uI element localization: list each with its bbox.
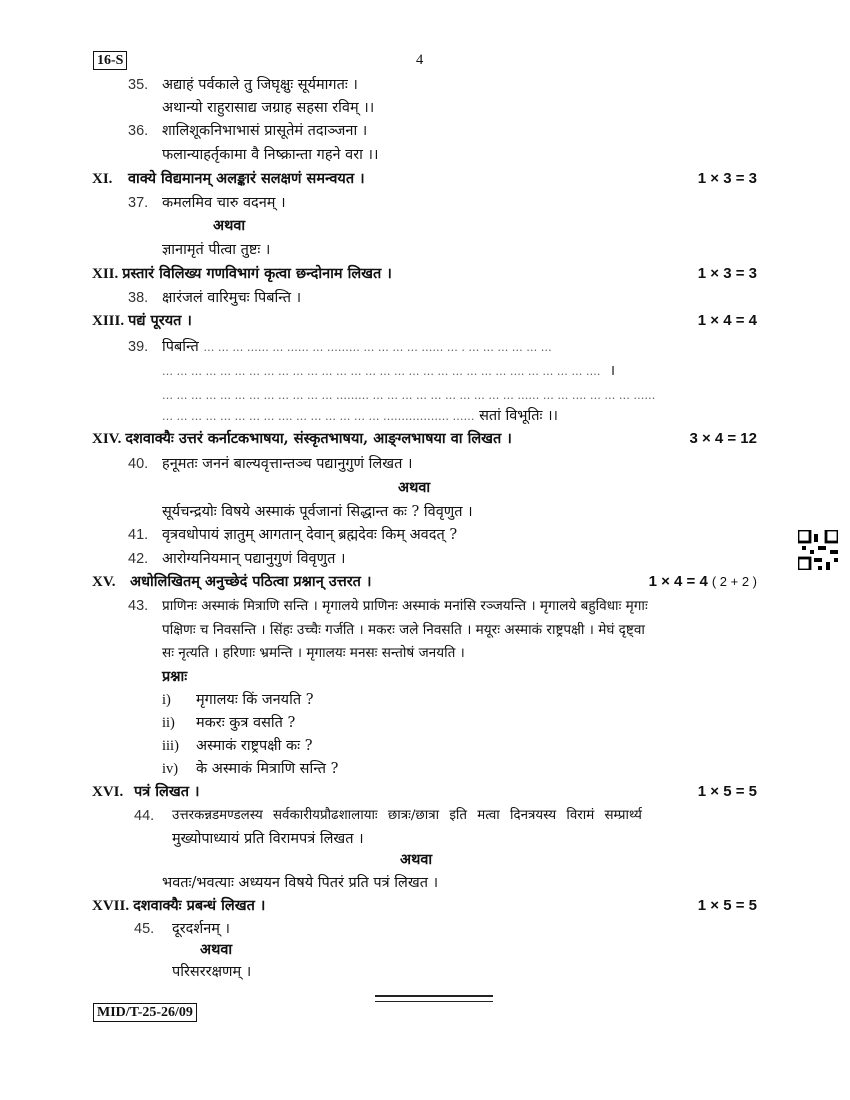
footer-code-box: MID/T-25-26/09	[93, 1003, 197, 1022]
section-xv-heading	[92, 572, 757, 592]
q-number: 45.	[134, 921, 155, 937]
sub-q-number: iv)	[162, 761, 179, 777]
sub-q-number: i)	[162, 692, 171, 708]
q-number: 42.	[128, 551, 149, 567]
section-marks: 1 × 5 = 5	[697, 897, 757, 914]
sub-q-number: iii)	[162, 738, 179, 754]
verse-end: सतां विभूतिः ।।	[479, 408, 559, 424]
blank-dots: … … … …… … …… … ……… … … … … …… … . … … … … … …	[203, 341, 552, 354]
section-marks: 1 × 3 = 3	[697, 170, 757, 187]
section-numeral: XIV.	[92, 431, 122, 447]
sub-q-text: मृगालयः किं जनयति ?	[196, 692, 314, 708]
q-text: दूरदर्शनम् ।	[172, 921, 231, 937]
blank-line	[162, 406, 558, 427]
q-text: पिबन्ति	[162, 339, 199, 355]
q-number: 35.	[128, 77, 149, 93]
danda: ।	[609, 363, 616, 379]
q-text: क्षारंजलं वारिमुचः पिबन्ति ।	[162, 290, 302, 306]
or-label: अथवा	[398, 479, 431, 496]
q-alt-text: सूर्यचन्द्रयोः विषये अस्माकं पूर्वजानां सिद्धान्त कः ? विवृणुत ।	[162, 504, 473, 520]
blank-line	[162, 385, 655, 406]
section-title: दशवाक्यैः उत्तरं कर्नाटकभाषया, संस्कृतभाषया, आङ्ग्लभाषया वा लिखत ।	[125, 430, 512, 447]
section-numeral: XII.	[92, 266, 119, 282]
blank-dots: … … … … … … … … … … … … ……… … … … … … … … … … … …… … … …. … … … ……	[162, 389, 656, 402]
section-title: प्रस्तारं विलिख्य गणविभागं कृत्वा छन्दोनाम लिखत ।	[122, 265, 392, 282]
verse-line: शालिशूकनिभाभासं प्रासूतेमं तदाञ्जना ।	[162, 123, 368, 139]
q-number: 37.	[128, 195, 149, 211]
q-number: 44.	[134, 808, 155, 824]
q-number: 36.	[128, 123, 149, 139]
passage-line: प्राणिनः अस्माकं मित्राणि सन्ति । मृगालये प्राणिनः अस्माकं मनांसि रञ्जयन्ति । मृगालये बहुविधाः मृगाः	[162, 598, 648, 614]
q-number: 43.	[128, 598, 149, 614]
passage-line: पक्षिणः च निवसन्ति । सिंहः उच्चैः गर्जति । मकरः जले निवसति । मयूरः अस्माकं राष्ट्रपक्षी । मेघं दृष्ट्वा	[162, 622, 645, 638]
question-39-line1	[162, 337, 552, 358]
blank-dots: … … … … … … … … … … … … … … … … … … … … … … … … …. … … … … ….	[162, 365, 601, 378]
blank-dots: … … … … … … … … …. … … … … … … ……………… ……	[162, 410, 475, 423]
page-number: 4	[416, 52, 424, 68]
q-text: उत्तरकन्नडमण्डलस्य सर्वकारीयप्रौढशालायाः छात्रः/छात्रा इति मत्वा दिनत्रयस्य विरामं सम्प्रार्थ्य	[172, 808, 642, 823]
section-numeral: XI.	[92, 171, 113, 187]
section-marks: 1 × 4 = 4	[648, 573, 708, 590]
section-numeral: XIII.	[92, 313, 125, 329]
section-marks: 3 × 4 = 12	[689, 430, 757, 447]
section-title: पत्रं लिखत ।	[134, 783, 200, 800]
qr-code-icon	[798, 530, 838, 570]
verse-line: अथान्यो राहुरासाद्य जग्राह सहसा रविम् ।।	[162, 100, 375, 116]
section-xi-heading	[92, 169, 757, 189]
marks-split: ( 2 + 2 )	[711, 574, 757, 589]
verse-line: फलान्याहर्तृकामा वै निष्क्रान्ता गहने वरा ।।	[162, 147, 379, 163]
section-marks: 1 × 3 = 3	[697, 265, 757, 282]
section-xiii-heading	[92, 311, 757, 331]
q-text: आरोग्यनियमान् पद्यानुगुणं विवृणुत ।	[162, 551, 346, 567]
q-text: वृत्रवधोपायं ज्ञातुम् आगतान् देवान् ब्रह्मदेवः किम् अवदत् ?	[162, 527, 458, 543]
passage-line: सः नृत्यति । हरिणाः भ्रमन्ति । मृगालयः मनसः सन्तोषं जनयति ।	[162, 645, 465, 661]
q-number: 40.	[128, 456, 149, 472]
or-label: अथवा	[400, 851, 433, 868]
section-title: अधोलिखितम् अनुच्छेदं पठित्वा प्रश्नान् उत्तरत ।	[130, 573, 372, 590]
section-marks: 1 × 5 = 5	[697, 783, 757, 800]
q-alt-text: परिसररक्षणम् ।	[172, 964, 252, 980]
section-numeral: XVI.	[92, 784, 124, 800]
sub-q-text: अस्माकं राष्ट्रपक्षी कः ?	[196, 738, 313, 754]
q-text: मुख्योपाध्यायं प्रति विरामपत्रं लिखत ।	[172, 831, 364, 847]
q-number: 38.	[128, 290, 149, 306]
q-alt-text: भवतः/भवत्याः अध्ययन विषये पितरं प्रति पत्रं लिखत ।	[162, 875, 439, 891]
paper-code-box: 16-S	[93, 51, 127, 70]
section-xvi-heading	[92, 782, 757, 802]
end-rule	[375, 995, 493, 1002]
q-number: 39.	[128, 339, 149, 355]
q-alt-text: ज्ञानामृतं पीत्वा तुष्टः ।	[162, 242, 271, 258]
section-xiv-heading	[92, 429, 757, 449]
questions-label: प्रश्नाः	[162, 668, 188, 685]
verse-line: अद्याहं पर्वकाले तु जिघृक्षुः सूर्यमागतः ।	[162, 77, 358, 93]
q-text: कमलमिव चारु वदनम् ।	[162, 195, 286, 211]
sub-q-text: मकरः कुत्र वसति ?	[196, 715, 296, 731]
q-number: 41.	[128, 527, 149, 543]
section-title: दशवाक्यैः प्रबन्धं लिखत ।	[133, 897, 266, 914]
section-title: वाक्ये विद्यमानम् अलङ्कारं सलक्षणं समन्वयत ।	[128, 170, 365, 187]
section-xvii-heading	[92, 896, 757, 916]
section-title: पद्यं पूरयत ।	[128, 312, 192, 329]
q-text: हनूमतः जननं बाल्यवृत्तान्तञ्च पद्यानुगुणं लिखत ।	[162, 456, 413, 472]
section-marks: 1 × 4 = 4	[697, 312, 757, 329]
or-label: अथवा	[200, 941, 233, 958]
section-numeral: XVII.	[92, 898, 130, 914]
or-label: अथवा	[213, 217, 246, 234]
section-xii-heading	[92, 264, 757, 284]
blank-line	[162, 361, 615, 382]
section-numeral: XV.	[92, 574, 116, 590]
sub-q-number: ii)	[162, 715, 175, 731]
sub-q-text: के अस्माकं मित्राणि सन्ति ?	[196, 761, 339, 777]
